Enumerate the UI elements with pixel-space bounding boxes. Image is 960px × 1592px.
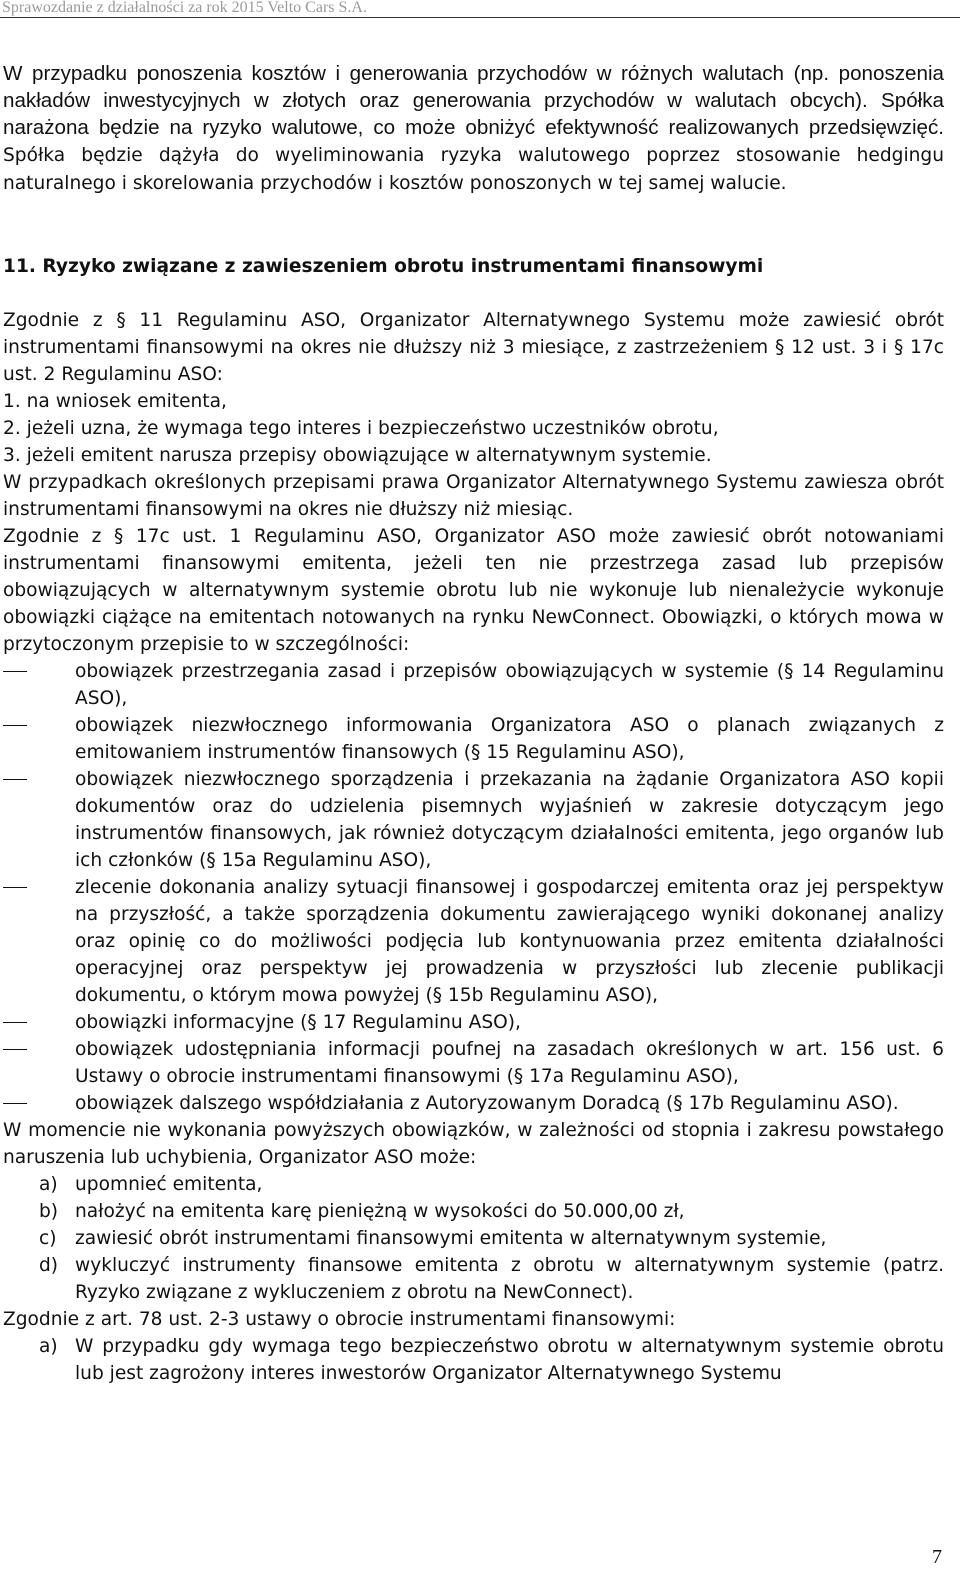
intro-text-1: W przypadku ponoszenia kosztów i generowania przychodów w różnych walutach (np. ponoszenia nakładów inwestycyjnych w złotych oraz generowania przychodów w walutach obcych). Spółka narażona będzie na ryzyko walutowe, co może obniżyć efektywność realizowanych przedsięwzięć. (3, 62, 944, 139)
sanctions-list (3, 1171, 944, 1306)
sanction-text: nałożyć na emitenta karę pieniężną w wysokości do 50.000,00 zł, (75, 1201, 685, 1222)
list-letter: c) (39, 1228, 57, 1249)
sanction-item (3, 1171, 944, 1198)
list-letter: a) (39, 1174, 58, 1195)
obligation-text: obowiązek niezwłocznego sporządzenia i przekazania na żądanie Organizatora ASO kopii dokumentów oraz do udzielenia pisemnych wyjaśnień w zakresie dotyczącym jego instrumentów finansowych, jak również dotyczącym działalności emitenta, jego organów lub ich członków (§ 15a Regulaminu ASO), (75, 769, 944, 871)
numbered-item-2: 2. jeżeli uzna, że wymaga tego interes i bezpieczeństwo uczestników obrotu, (3, 418, 719, 439)
obligation-item (3, 658, 944, 712)
intro-text-2: Spółka będzie dążyła do wyeliminowania ryzyka walutowego poprzez stosowanie hedgingu naturalnego i skorelowania przychodów i kosztów ponoszonych w tej samej walucie. (3, 145, 944, 194)
obligation-text: zlecenie dokonania analizy sytuacji finansowej i gospodarczej emitenta oraz jej perspektyw na przyszłość, a także sporządzenia dokumentu zawierającego wyniki dokonanej analizy oraz opinię co do możliwości podjęcia lub kontynuowania przez emitenta działalności operacyjnej oraz perspektyw jej prowadzenia w przyszłości lub zlecenie publikacji dokumentu, o którym mowa powyżej (§ 15b Regulaminu ASO), (75, 877, 944, 1006)
sanction-text: zawiesić obrót instrumentami finansowymi emitenta w alternatywnym systemie, (75, 1228, 827, 1249)
numbered-item-1: 1. na wniosek emitenta, (3, 391, 227, 412)
obligations-list (3, 658, 944, 1117)
obligation-item (3, 712, 944, 766)
running-header: Sprawozdanie z działalności za rok 2015 Velto Cars S.A. (0, 0, 960, 18)
art78-text: W przypadku gdy wymaga tego bezpieczeństwo obrotu w alternatywnym systemie obrotu lub jest zagrożony interes inwestorów Organizator Alternatywnego Systemu (75, 1336, 944, 1384)
paragraph-art78: Zgodnie z art. 78 ust. 2-3 ustawy o obrocie instrumentami finansowymi: (3, 1309, 676, 1330)
list-letter: a) (39, 1336, 58, 1357)
obligation-item (3, 1090, 944, 1117)
sanction-text: upomnieć emitenta, (75, 1174, 263, 1195)
page-number: 7 (932, 1546, 942, 1568)
paragraph-legal-suspension: W przypadkach określonych przepisami prawa Organizator Alternatywnego Systemu zawiesza obrót instrumentami finansowymi na okres nie dłuższy niż miesiąc. (3, 472, 944, 520)
obligation-item (3, 1036, 944, 1090)
paragraph-sanctions-intro: W momencie nie wykonania powyższych obowiązków, w zależności od stopnia i zakresu powstałego naruszenia lub uchybienia, Organizator ASO może: (3, 1120, 944, 1168)
sanction-item (3, 1198, 944, 1225)
obligation-item (3, 1009, 944, 1036)
list-letter: b) (39, 1201, 59, 1222)
sanction-text: wykluczyć instrumenty finansowe emitenta z obrotu w alternatywnym systemie (patrz. Ryzyko związane z wykluczeniem z obrotu na NewConnect). (75, 1255, 944, 1303)
paragraph-17c: Zgodnie z § 17c ust. 1 Regulaminu ASO, Organizator ASO może zawiesić obrót notowaniami instrumentami finansowymi emitenta, jeżeli ten nie przestrzega zasad lub przepisów obowiązujących w alternatywnym systemie obrotu lub nie wykonuje lub nienależycie wykonuje obowiązki ciążące na emitentach notowanych na rynku NewConnect. Obowiązki, o których mowa w przytoczonym przepisie to w szczególności: (3, 526, 944, 655)
numbered-list (3, 388, 944, 469)
section-heading: 11. Ryzyko związane z zawieszeniem obrotu instrumentami finansowymi (3, 256, 764, 277)
obligation-item (3, 874, 944, 1009)
obligation-text: obowiązek udostępniania informacji poufnej na zasadach określonych w art. 156 ust. 6 Ustawy o obrocie instrumentami finansowymi (§ 17a Regulaminu ASO), (75, 1039, 944, 1087)
section-body (3, 307, 944, 1387)
paragraph-suspension-rules: Zgodnie z § 11 Regulaminu ASO, Organizator Alternatywnego Systemu może zawiesić obrót instrumentami finansowymi na okres nie dłuższy niż 3 miesiące, z zastrzeżeniem § 12 ust. 3 i § 17c ust. 2 Regulaminu ASO: (3, 310, 944, 385)
list-letter: d) (39, 1255, 59, 1276)
obligation-text: obowiązek niezwłocznego informowania Organizatora ASO o planach związanych z emitowaniem instrumentów finansowych (§ 15 Regulaminu ASO), (75, 715, 944, 763)
sanction-item (3, 1252, 944, 1306)
sanction-item (3, 1225, 944, 1252)
obligation-item (3, 766, 944, 874)
intro-paragraph (3, 60, 944, 197)
obligation-text: obowiązki informacyjne (§ 17 Regulaminu ASO), (75, 1012, 521, 1033)
art78-list (3, 1333, 944, 1387)
obligation-text: obowiązek dalszego współdziałania z Autoryzowanym Doradcą (§ 17b Regulaminu ASO). (75, 1093, 899, 1114)
art78-item (3, 1333, 944, 1387)
numbered-item-3: 3. jeżeli emitent narusza przepisy obowiązujące w alternatywnym systemie. (3, 445, 712, 466)
obligation-text: obowiązek przestrzegania zasad i przepisów obowiązujących w systemie (§ 14 Regulaminu ASO), (75, 661, 944, 709)
